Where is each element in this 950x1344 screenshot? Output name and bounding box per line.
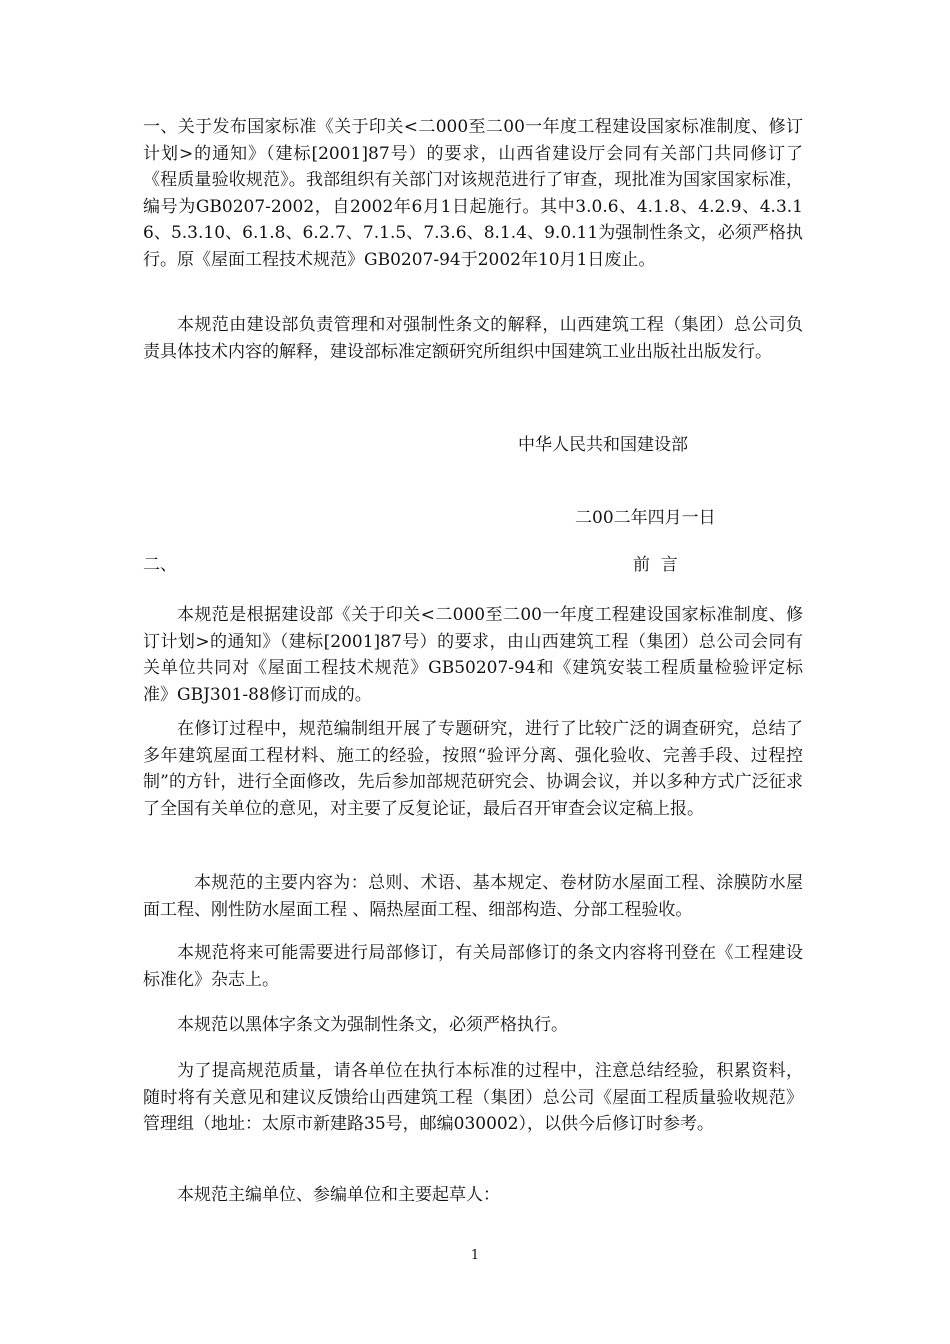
- preface-paragraph-mandatory-clauses: 本规范以黑体字条文为强制性条文，必须严格执行。: [177, 1015, 568, 1035]
- announcement-paragraph: 一、关于发布国家标准《关于印关<二000至二00一年度工程建设国家标准制度、修订计划>的通知》（建标[2001]87号）的要求，山西省建设厅会同有关部门共同修订了《程质量验收规范》。我部组织有关部门对该规范进行了审查，现批准为国家国家标准，编号为GB0207-2002，自2002年6月1日起施行。其中3.0.6、4.1.8、4.2.9、4.3.16、5.3.10、6.1.8、6.2.7、7.1.5、7.3.6、8.1.4、9.0.11为强制性条文，必须严格执行。原《屋面工程技术规范》GB0207-94于2002年10月1日废止。: [143, 117, 803, 270]
- preface-paragraph-feedback: 为了提高规范质量，请各单位在执行本标准的过程中，注意总结经验，积累资料，随时将有关意见和建议反馈给山西建筑工程（集团）总公司《屋面工程质量验收规范》管理组（地址：太原市新建路35号，邮编030002），以供今后修订时参考。: [143, 1061, 803, 1134]
- issuing-organization: 中华人民共和国建设部: [518, 435, 688, 455]
- section-number: 二、: [143, 555, 177, 575]
- preface-paragraph-revision-process: 在修订过程中，规范编制组开展了专题研究，进行了比较广泛的调查研究，总结了多年建筑屋面工程材料、施工的经验，按照“验评分离、强化验收、完善手段、过程控制”的方针，进行全面修改，先后参加部规范研究会、协调会议，并以多种方式广泛征求了全国有关单位的意见，对主要了反复论证，最后召开审查会议定稿上报。: [143, 719, 803, 819]
- preface-paragraph-future-revision: 本规范将来可能需要进行局部修订，有关局部修订的条文内容将刊登在《工程建设标准化》杂志上。: [143, 943, 803, 990]
- preface-paragraph-drafters: 本规范主编单位、参编单位和主要起草人：: [177, 1185, 500, 1205]
- page-number: 1: [470, 1248, 480, 1263]
- issue-date: 二00二年四月一日: [575, 508, 716, 528]
- preface-paragraph-basis: 本规范是根据建设部《关于印关<二000至二00一年度工程建设国家标准制度、修订计划>的通知》（建标[2001]87号）的要求，由山西建筑工程（集团）总公司会同有关单位共同对《屋面工程技术规范》GB50207-94和《建筑安装工程质量检验评定标准》GBJ301-88修订而成的。: [143, 605, 803, 705]
- responsibility-paragraph: 本规范由建设部负责管理和对强制性条文的解释，山西建筑工程（集团）总公司负责具体技术内容的解释，建设部标准定额研究所组织中国建筑工业出版社出版发行。: [143, 315, 803, 362]
- section-title: 前 言: [633, 555, 678, 575]
- preface-paragraph-main-contents: 本规范的主要内容为：总则、术语、基本规定、卷材防水屋面工程、涂膜防水屋面工程、刚性防水屋面工程 、隔热屋面工程、细部构造、分部工程验收。: [143, 873, 803, 920]
